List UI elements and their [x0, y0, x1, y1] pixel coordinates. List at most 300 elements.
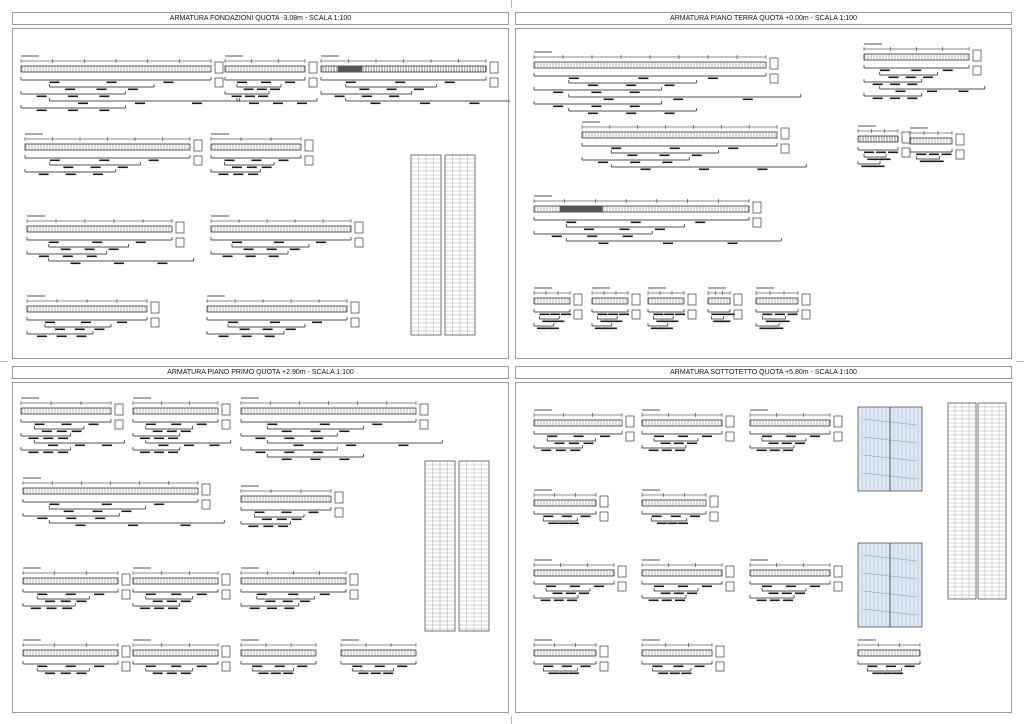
rebar-label-mark: [99, 96, 109, 98]
rebar-label-mark: [911, 70, 921, 72]
rebar-label-mark: [257, 89, 267, 91]
beam-elevation: [341, 650, 416, 656]
rebar-label-mark: [864, 152, 874, 154]
rebar-label-mark: [553, 92, 563, 94]
rebar-label-mark: [285, 82, 295, 84]
panel-piano-terra: [515, 28, 1012, 359]
cross-section: [781, 144, 789, 153]
rebar-label-mark: [263, 526, 273, 528]
rebar-label-mark: [242, 336, 252, 338]
rebar-label-mark: [880, 70, 890, 72]
rebar-label-mark: [923, 77, 933, 79]
rebar-label-mark: [888, 77, 898, 79]
rebar-label-mark: [76, 525, 86, 527]
beam-elevation: [23, 650, 118, 656]
rebar-label-mark: [250, 608, 260, 610]
rebar-label-mark: [886, 666, 896, 668]
rebar-label-mark: [249, 103, 259, 105]
beam-elevation: [864, 54, 969, 60]
rebar-label-mark: [671, 516, 681, 518]
rebar-label-mark: [154, 608, 164, 610]
rebar-label-mark: [598, 162, 608, 164]
rebar-label-mark: [149, 160, 159, 162]
rebar-label-mark: [359, 89, 369, 91]
rebar-label-mark: [673, 99, 683, 101]
cross-section: [222, 662, 230, 671]
beam-detail: [21, 398, 125, 453]
rebar-label-mark: [35, 424, 45, 426]
rebar-label-mark: [695, 222, 705, 224]
rebar-label-mark: [372, 424, 382, 426]
rebar-label-mark: [68, 110, 78, 112]
cross-section: [490, 62, 498, 73]
rebar-label-mark: [66, 174, 76, 176]
rebar-label-mark: [102, 445, 112, 447]
rebar-label-mark: [929, 154, 939, 156]
rebar-label-mark: [769, 443, 779, 445]
rebar-label-mark: [681, 673, 691, 675]
beam-detail: [25, 134, 202, 175]
rebar-label-mark: [674, 443, 684, 445]
rebar-label-mark: [667, 523, 677, 525]
rebar-label-mark: [371, 673, 381, 675]
cross-section: [632, 310, 640, 319]
beam-elevation: [708, 298, 730, 304]
rebar-label-mark: [674, 593, 684, 595]
rebar-label-mark: [888, 152, 898, 154]
rebar-label-mark: [653, 666, 663, 668]
rebar-label-mark: [240, 329, 250, 331]
rebar-label-mark: [569, 673, 579, 675]
rebar-label-mark: [695, 666, 705, 668]
rebar-label-mark: [890, 84, 900, 86]
rebar-label-mark: [375, 666, 385, 668]
rebar-label-mark: [762, 314, 772, 316]
rebar-label-mark: [658, 673, 668, 675]
rebar-label-mark: [687, 443, 697, 445]
beam-elevation: [21, 408, 111, 414]
dense-stirrup-zone: [338, 66, 363, 72]
rebar-label-mark: [569, 78, 579, 80]
rebar-label-mark: [728, 243, 738, 245]
beam-detail: [23, 568, 130, 609]
beam-detail: [910, 128, 964, 162]
rebar-label-mark: [135, 103, 145, 105]
rebar-label-mark: [313, 438, 323, 440]
rebar-label-mark: [549, 328, 559, 330]
cross-section: [335, 492, 343, 503]
cross-section: [618, 582, 626, 591]
rebar-label-mark: [274, 242, 284, 244]
cross-section: [574, 310, 582, 319]
rebar-label-mark: [399, 445, 409, 447]
rebar-label-mark: [146, 666, 156, 668]
cross-section: [781, 128, 789, 139]
rebar-label-mark: [167, 673, 177, 675]
rebar-label-mark: [758, 169, 768, 171]
rebar-label-mark: [810, 436, 820, 438]
rebar-label-mark: [95, 329, 105, 331]
rebar-label-mark: [62, 608, 72, 610]
rebar-label-mark: [75, 329, 85, 331]
rebar-label-mark: [875, 166, 885, 168]
rebar-label-mark: [158, 263, 168, 265]
rebar-label-mark: [114, 263, 124, 265]
rebar-label-mark: [288, 594, 298, 596]
rebar-label-mark: [57, 336, 67, 338]
rebar-label-mark: [619, 314, 629, 316]
beam-elevation: [642, 650, 712, 656]
beam-detail: [241, 568, 358, 609]
beam-elevation: [648, 298, 684, 304]
rebar-label-mark: [905, 666, 915, 668]
rebar-label-mark: [762, 586, 772, 588]
rebar-label-mark: [267, 608, 277, 610]
cross-section: [335, 508, 343, 517]
cross-section: [194, 140, 202, 151]
panel-title-piano-terra: ARMATURA PIANO TERRA QUOTA +0.00m - SCALA 1:100: [515, 12, 1012, 25]
rebar-label-mark: [607, 328, 617, 330]
rebar-label-mark: [210, 445, 220, 447]
beam-elevation: [756, 298, 798, 304]
beam-detail: [133, 640, 230, 674]
rebar-label-mark: [39, 256, 49, 258]
rebar-label-mark: [91, 167, 101, 169]
rebar-label-mark: [612, 321, 622, 323]
rebar-label-mark: [562, 516, 572, 518]
rebar-label-mark: [28, 452, 38, 454]
beam-detail: [750, 560, 842, 601]
rebar-label-mark: [223, 256, 233, 258]
cross-section: [355, 222, 363, 233]
drawing-piano-terra: [516, 29, 1013, 360]
rebar-label-mark: [674, 666, 684, 668]
rebar-label-mark: [770, 450, 780, 452]
rebar-label-mark: [28, 438, 38, 440]
cross-section: [834, 432, 842, 441]
rebar-label-mark: [48, 445, 58, 447]
rebar-label-mark: [587, 236, 597, 238]
rebar-label-mark: [873, 98, 883, 100]
rebar-label-mark: [641, 169, 651, 171]
rebar-label-mark: [678, 436, 688, 438]
beam-elevation: [133, 408, 218, 414]
beam-elevation: [534, 420, 622, 426]
beam-elevation: [910, 138, 952, 144]
rebar-label-mark: [670, 673, 680, 675]
panel-sottotetto: [515, 382, 1012, 713]
cross-section: [350, 574, 358, 585]
rebar-label-mark: [550, 314, 560, 316]
beam-elevation: [21, 66, 211, 72]
rebar-label-mark: [181, 525, 191, 527]
rebar-label-mark: [128, 89, 138, 91]
beam-detail: [211, 216, 363, 257]
rebar-label-mark: [773, 328, 783, 330]
cross-section: [726, 566, 734, 577]
beam-detail: [321, 56, 510, 104]
beam-detail: [592, 288, 640, 329]
rebar-label-mark: [668, 321, 678, 323]
rebar-label-mark: [594, 586, 604, 588]
beam-detail: [534, 640, 608, 674]
cross-section: [726, 432, 734, 441]
cross-section: [222, 646, 230, 657]
rebar-label-mark: [282, 459, 292, 461]
beam-elevation: [241, 408, 416, 414]
rebar-label-mark: [387, 89, 397, 91]
rebar-label-mark: [99, 110, 109, 112]
rebar-label-mark: [167, 431, 177, 433]
rebar-label-mark: [252, 160, 262, 162]
rebar-label-mark: [934, 161, 944, 163]
rebar-label-mark: [37, 594, 47, 596]
cross-section: [115, 404, 123, 415]
rebar-label-mark: [780, 321, 790, 323]
rebar-label-mark: [57, 431, 67, 433]
rebar-label-mark: [273, 103, 283, 105]
sheet-edge-tick: [511, 0, 512, 8]
beam-detail: [642, 410, 734, 451]
rebar-label-mark: [258, 96, 268, 98]
rebar-label-mark: [65, 89, 75, 91]
rebar-label-mark: [728, 148, 738, 150]
rebar-label-mark: [584, 443, 594, 445]
cross-section: [973, 50, 981, 61]
beam-elevation: [534, 298, 570, 304]
cross-section: [490, 78, 498, 87]
beam-elevation: [241, 578, 346, 584]
cross-section: [688, 294, 696, 305]
cross-section: [600, 512, 608, 521]
rebar-label-mark: [267, 424, 277, 426]
rebar-label-mark: [547, 436, 557, 438]
cross-section: [222, 404, 230, 415]
beam-elevation: [23, 578, 118, 584]
rebar-label-mark: [262, 167, 272, 169]
rebar-label-mark: [559, 523, 569, 525]
rebar-label-mark: [942, 154, 952, 156]
beam-detail: [225, 56, 317, 104]
rebar-label-mark: [117, 322, 127, 324]
beam-elevation: [241, 496, 331, 502]
rebar-label-mark: [94, 666, 104, 668]
rebar-label-mark: [283, 601, 293, 603]
rebar-label-mark: [653, 314, 663, 316]
rebar-label-mark: [181, 431, 191, 433]
rebar-label-mark: [346, 82, 356, 84]
beam-detail: [642, 560, 734, 601]
rebar-label-mark: [92, 242, 102, 244]
rebar-label-mark: [271, 673, 281, 675]
rebar-label-mark: [630, 106, 640, 108]
rebar-label-mark: [725, 314, 735, 316]
rebar-label-mark: [297, 666, 307, 668]
beam-detail: [27, 216, 194, 264]
rebar-label-mark: [588, 85, 598, 87]
rebar-label-mark: [232, 242, 242, 244]
rebar-label-mark: [284, 452, 294, 454]
beam-detail: [341, 640, 416, 674]
rebar-label-mark: [783, 450, 793, 452]
rebar-label-mark: [78, 103, 88, 105]
rebar-label-mark: [232, 96, 242, 98]
cross-section: [632, 294, 640, 305]
cross-section: [600, 496, 608, 507]
cross-section: [734, 294, 742, 305]
rebar-label-mark: [654, 586, 664, 588]
rebar-label-mark: [896, 91, 906, 93]
rebar-label-mark: [630, 92, 640, 94]
rebar-label-mark: [128, 525, 138, 527]
rebar-label-mark: [45, 322, 55, 324]
rebar-label-mark: [233, 174, 243, 176]
rebar-label-mark: [579, 593, 589, 595]
rebar-label-mark: [584, 229, 594, 231]
rebar-label-mark: [140, 452, 150, 454]
rebar-label-mark: [562, 666, 572, 668]
rebar-label-mark: [62, 424, 72, 426]
rebar-label-mark: [687, 593, 697, 595]
cross-section: [834, 582, 842, 591]
rebar-label-mark: [678, 586, 688, 588]
beam-detail: [207, 296, 359, 337]
beam-detail: [864, 44, 985, 99]
rebar-label-mark: [50, 160, 60, 162]
rebar-label-mark: [244, 249, 254, 251]
rebar-label-mark: [237, 82, 247, 84]
rebar-label-mark: [77, 336, 87, 338]
rebar-label-mark: [219, 336, 229, 338]
rebar-label-mark: [257, 594, 267, 596]
cross-section: [902, 148, 910, 157]
rebar-label-mark: [171, 424, 181, 426]
beam-elevation: [133, 578, 218, 584]
rebar-label-mark: [283, 673, 293, 675]
rebar-label-mark: [907, 84, 917, 86]
rebar-label-mark: [783, 600, 793, 602]
rebar-label-mark: [690, 516, 700, 518]
rebar-label-mark: [140, 438, 150, 440]
rebar-label-mark: [313, 452, 323, 454]
rebar-label-mark: [795, 443, 805, 445]
rebar-label-mark: [50, 82, 60, 84]
cross-section: [151, 318, 159, 327]
rebar-label-mark: [588, 113, 598, 115]
cross-section: [420, 420, 428, 429]
cross-section: [802, 310, 810, 319]
beam-detail: [750, 410, 842, 451]
rebar-label-mark: [247, 167, 257, 169]
rebar-label-mark: [99, 160, 109, 162]
drawing-piano-primo: [13, 383, 510, 714]
rebar-label-mark: [311, 431, 321, 433]
cross-section: [574, 294, 582, 305]
rebar-label-mark: [300, 601, 310, 603]
rebar-label-mark: [943, 70, 953, 72]
rebar-label-mark: [168, 452, 178, 454]
rebar-label-mark: [567, 600, 577, 602]
panel-piano-primo: [12, 382, 509, 713]
rebar-label-mark: [297, 103, 307, 105]
rebar-label-mark: [916, 154, 926, 156]
rebar-label-mark: [554, 321, 564, 323]
rebar-label-mark: [218, 174, 228, 176]
rebar-label-mark: [893, 673, 903, 675]
rebar-label-mark: [795, 593, 805, 595]
rebar-label-mark: [286, 329, 296, 331]
rebar-label-mark: [159, 445, 169, 447]
rebar-label-mark: [47, 608, 57, 610]
rebar-label-mark: [630, 162, 640, 164]
rebar-label-mark: [140, 608, 150, 610]
rebar-label-mark: [662, 450, 672, 452]
rebar-label-mark: [339, 459, 349, 461]
rebar-label-mark: [228, 322, 238, 324]
rebar-label-mark: [109, 249, 119, 251]
rebar-label-mark: [665, 85, 675, 87]
rebar-label-mark: [76, 601, 86, 603]
rebar-label-mark: [623, 236, 633, 238]
rebar-label-mark: [255, 438, 265, 440]
beam-elevation: [23, 488, 198, 494]
rebar-label-mark: [76, 673, 86, 675]
rebar-label-mark: [49, 504, 59, 506]
rebar-label-mark: [574, 436, 584, 438]
rebar-label-mark: [654, 436, 664, 438]
cross-section: [355, 238, 363, 247]
rebar-label-mark: [663, 328, 673, 330]
rebar-label-mark: [665, 113, 675, 115]
rebar-label-mark: [670, 148, 680, 150]
rebar-label-mark: [184, 445, 194, 447]
rebar-label-mark: [631, 222, 641, 224]
cross-section: [802, 294, 810, 305]
rebar-label-mark: [136, 242, 146, 244]
rebar-label-mark: [245, 96, 255, 98]
cross-section: [734, 310, 742, 319]
rebar-label-mark: [655, 229, 665, 231]
rebar-label-mark: [118, 167, 128, 169]
rebar-label-mark: [546, 586, 556, 588]
cross-section: [834, 416, 842, 427]
rebar-label-mark: [290, 249, 300, 251]
rebar-label-mark: [661, 593, 671, 595]
rebar-label-mark: [358, 673, 368, 675]
rebar-label-mark: [678, 523, 688, 525]
rebar-label-mark: [45, 601, 55, 603]
rebar-label-mark: [93, 174, 103, 176]
rebar-label-mark: [548, 523, 558, 525]
rebar-label-mark: [906, 77, 916, 79]
beam-detail: [23, 640, 130, 674]
rebar-label-mark: [675, 314, 685, 316]
rebar-label-mark: [552, 236, 562, 238]
rebar-label-mark: [294, 445, 304, 447]
rebar-label-mark: [37, 666, 47, 668]
rebar-label-mark: [927, 91, 937, 93]
cross-section: [834, 566, 842, 577]
rebar-label-mark: [71, 263, 81, 265]
beam-detail: [756, 288, 810, 329]
rebar-label-mark: [75, 445, 85, 447]
beam-detail: [534, 196, 781, 244]
rebar-label-mark: [232, 167, 242, 169]
rebar-label-mark: [600, 436, 610, 438]
rebar-label-mark: [246, 256, 256, 258]
beam-detail: [582, 122, 806, 170]
cross-section: [151, 302, 159, 313]
